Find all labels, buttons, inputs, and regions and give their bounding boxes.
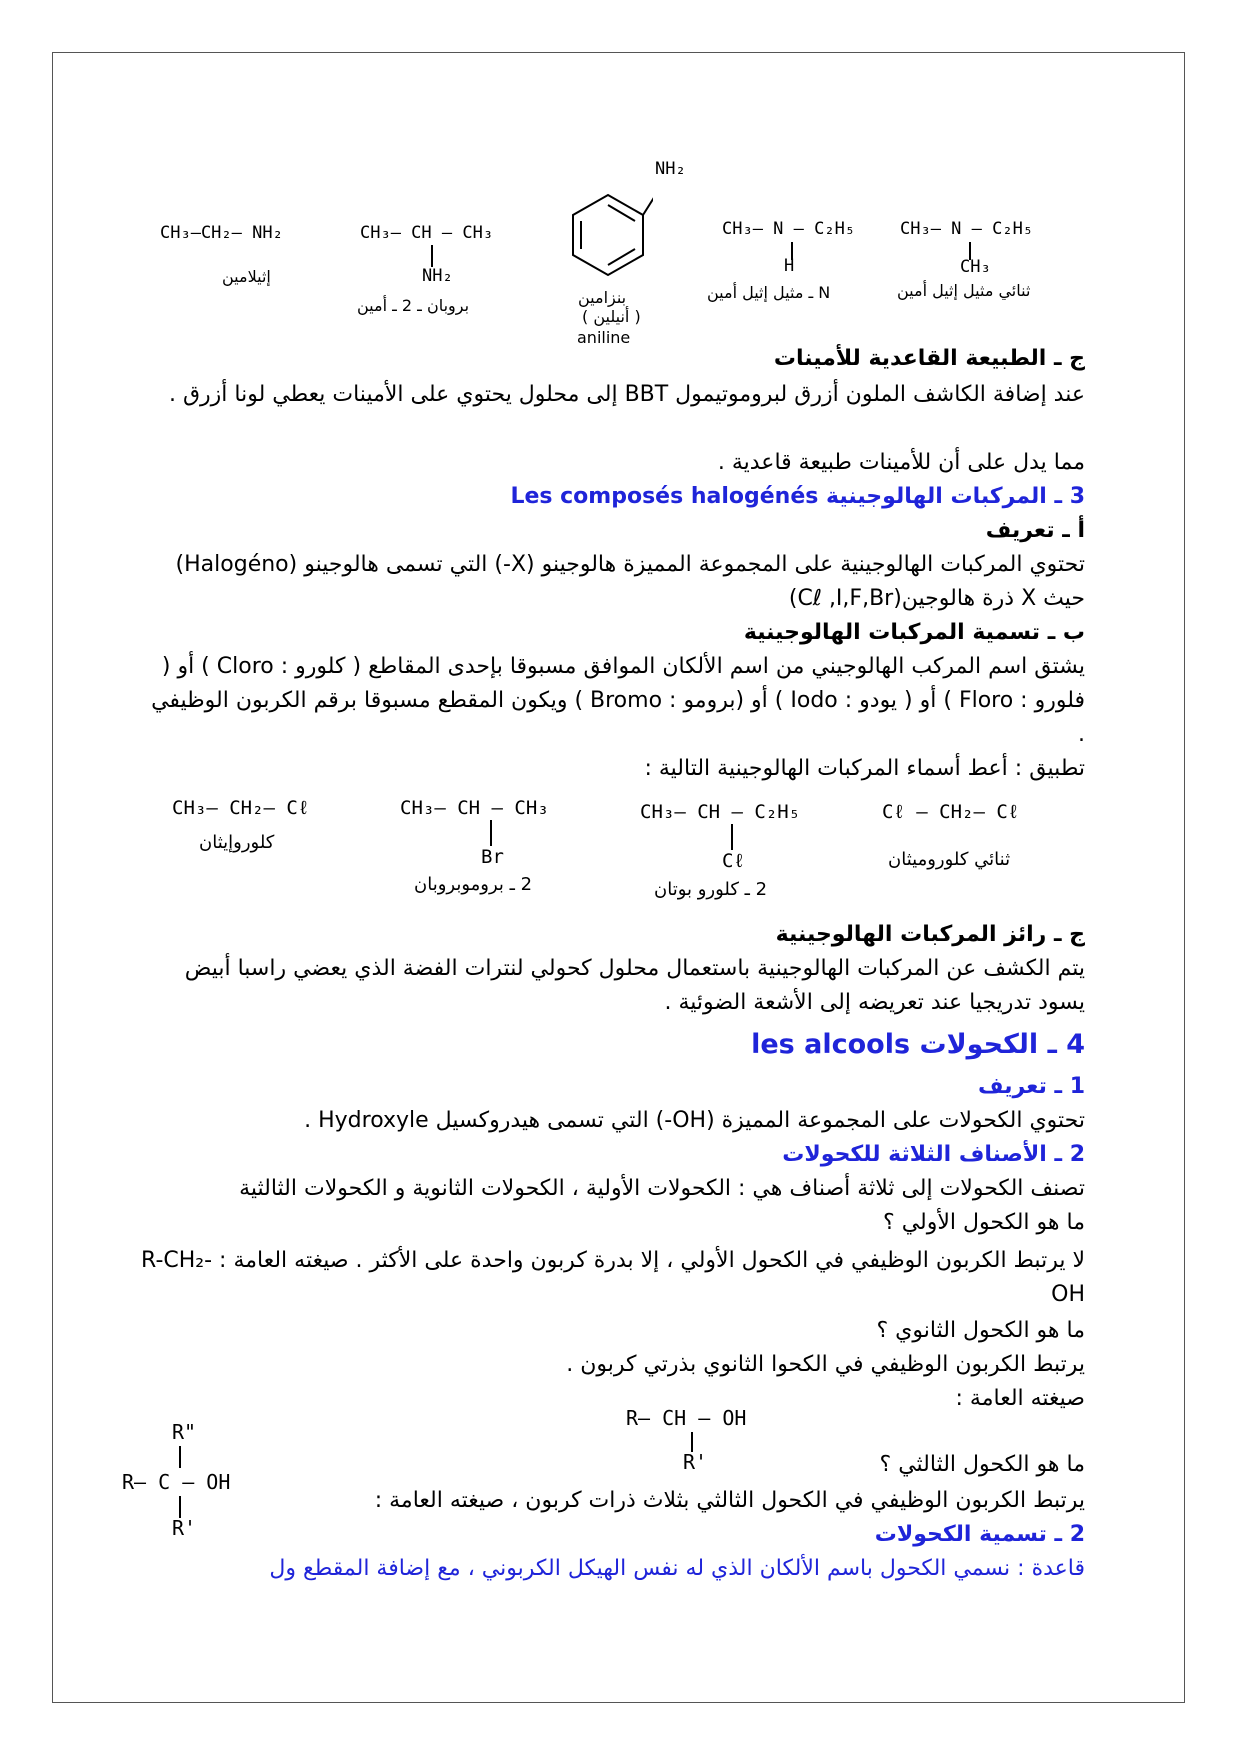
dichloromethane-name: ثنائي كلوروميثان — [888, 849, 1011, 870]
basicity-conclusion: مما يدل على أن للأمينات طبيعة قاعدية . — [717, 450, 1085, 475]
halogen-definition: تحتوي المركبات الهالوجينية على المجموعة المميزة هالوجينو (X-) التي تسمى هالوجينو (Halogéno) حيث X ذرة هالوجين(Cℓ ,I,F,Br) — [175, 552, 1085, 611]
bromopropane-name: 2 ـ بروموبروبان — [414, 874, 533, 895]
basicity-paragraph: عند إضافة الكاشف الملون أزرق لبروموتيمول BBT إلى محلول يحتوي على الأمينات يعطي لونا أزرق . — [168, 382, 1085, 407]
chlorobutane-name: 2 ـ كلورو بوتان — [654, 879, 768, 900]
aniline-name: بنزامين — [578, 288, 627, 307]
section-title-basicity: ج ـ الطبيعة القاعدية للأمينات — [773, 346, 1085, 371]
subtitle-alcohol-naming: 2 ـ تسمية الكحولات — [874, 1522, 1085, 1547]
tertiary-paragraph: يرتبط الكربون الوظيفي في الكحول الثالثي بثلاث ذرات كربون ، صيغته العامة : — [374, 1488, 1085, 1513]
tertiary-alcohol-r2: R" — [172, 1420, 197, 1444]
bromopropane-br: Br — [481, 846, 504, 868]
subtitle-alcohol-definition: 1 ـ تعريف — [978, 1074, 1085, 1099]
secondary-paragraph: يرتبط الكربون الوظيفي في الكحوا الثانوي بذرتي كربون . — [566, 1352, 1085, 1377]
secondary-formula-label: صيغته العامة : — [955, 1386, 1085, 1411]
test-paragraph: يتم الكشف عن المركبات الهالوجينية باستعمال محلول كحولي لنترات الفضة الذي يعضي راسبا أبيض يسود تدريجيا عند تعريضه إلى الأشعة الضوئية . — [184, 956, 1085, 1015]
section-title-alcohols: 4 ـ الكحولات les alcools — [751, 1029, 1085, 1060]
bond-line — [430, 245, 434, 267]
chlorobutane-cl: Cℓ — [722, 850, 745, 872]
section-title-halogenated: 3 ـ المركبات الهالوجينية Les composés halogénés — [510, 484, 1085, 509]
alcohol-definition: تحتوي الكحولات على المجموعة المميزة (OH-) التي تسمى هيدروكسيل Hydroxyle . — [304, 1108, 1085, 1133]
tertiary-alcohol-formula: R— C — OH — [122, 1470, 231, 1494]
n-methyl-formula: CH₃— N — C₂H₅ — [722, 219, 856, 239]
question-secondary: ما هو الكحول الثانوي ؟ — [876, 1318, 1085, 1343]
aniline-latin: aniline — [577, 328, 631, 347]
chloroethane-formula: CH₃— CH₂— Cℓ — [172, 797, 310, 819]
chlorobutane-formula: CH₃— CH — C₂H₅ — [640, 801, 801, 823]
bond-line — [730, 824, 734, 850]
tertiary-alcohol-r1: R' — [172, 1516, 197, 1540]
chloroethane-name: كلوروإيثان — [199, 832, 275, 853]
subtitle-definition: أ ـ تعريف — [985, 518, 1085, 543]
subtitle-test: ج ـ رائز المركبات الهالوجينية — [775, 922, 1085, 947]
ethylamine-formula: CH₃—CH₂— NH₂ — [160, 223, 283, 243]
naming-paragraph: يشتق اسم المركب الهالوجيني من اسم الألكان الموافق مسبوقا بإحدى المقاطع ( كلورو : Cloro ) أو ( فلورو : Floro ) أو ( يودو : Iodo ) أو (برومو : Bromo ) ويكون المقطع مسبوقا برقم الكربون الوظيفي . — [151, 654, 1085, 747]
aniline-name-alt: ( أنيلين ) — [582, 307, 641, 326]
primary-paragraph: لا يرتبط الكربون الوظيفي في الكحول الأولي ، إلا بدرة كربون واحدة على الأكثر . صيغته العامة : R-CH₂-OH — [141, 1248, 1085, 1307]
subtitle-alcohol-classes: 2 ـ الأصناف الثلاثة للكحولات — [782, 1142, 1085, 1167]
bromopropane-formula: CH₃— CH — CH₃ — [400, 797, 549, 819]
dichloromethane-formula: Cℓ — CH₂— Cℓ — [882, 801, 1020, 823]
aniline-nh2: NH₂ — [655, 159, 686, 179]
alcohol-classes-paragraph: تصنف الكحولات إلى ثلاثة أصناف هي : الكحولات الأولية ، الكحولات الثانوية و الكحولات الثالثية — [239, 1176, 1085, 1201]
question-tertiary: ما هو الكحول الثالثي ؟ — [879, 1452, 1085, 1477]
secondary-alcohol-formula: R— CH — OH — [626, 1406, 747, 1430]
question-primary: ما هو الكحول الأولي ؟ — [883, 1210, 1085, 1235]
bond-line — [178, 1446, 182, 1468]
dimethyl-name: ثنائي مثيل إثيل أمين — [897, 281, 1031, 300]
dimethyl-ch3: CH₃ — [960, 257, 991, 277]
application-prompt: تطبيق : أعط أسماء المركبات الهالوجينية التالية : — [644, 756, 1085, 781]
subtitle-naming: ب ـ تسمية المركبات الهالوجينية — [743, 620, 1085, 645]
secondary-alcohol-r: R' — [683, 1450, 708, 1474]
naming-rule: قاعدة : نسمي الكحول باسم الألكان الذي له نفس الهيكل الكربوني ، مع إضافة المقطع ول — [269, 1556, 1085, 1581]
ethylamine-name: إثيلامين — [222, 267, 271, 286]
benzene-ring-icon — [563, 180, 653, 290]
n-methyl-name: N ـ مثيل إثيل أمين — [707, 283, 831, 302]
propan2amine-nh2: NH₂ — [422, 266, 453, 286]
n-methyl-h: H — [784, 256, 795, 276]
propan2amine-formula: CH₃— CH — CH₃ — [360, 223, 494, 243]
propan2amine-name: بروبان ـ 2 ـ أمين — [357, 296, 470, 315]
bond-line — [489, 820, 493, 846]
dimethyl-formula: CH₃— N — C₂H₅ — [900, 219, 1034, 239]
